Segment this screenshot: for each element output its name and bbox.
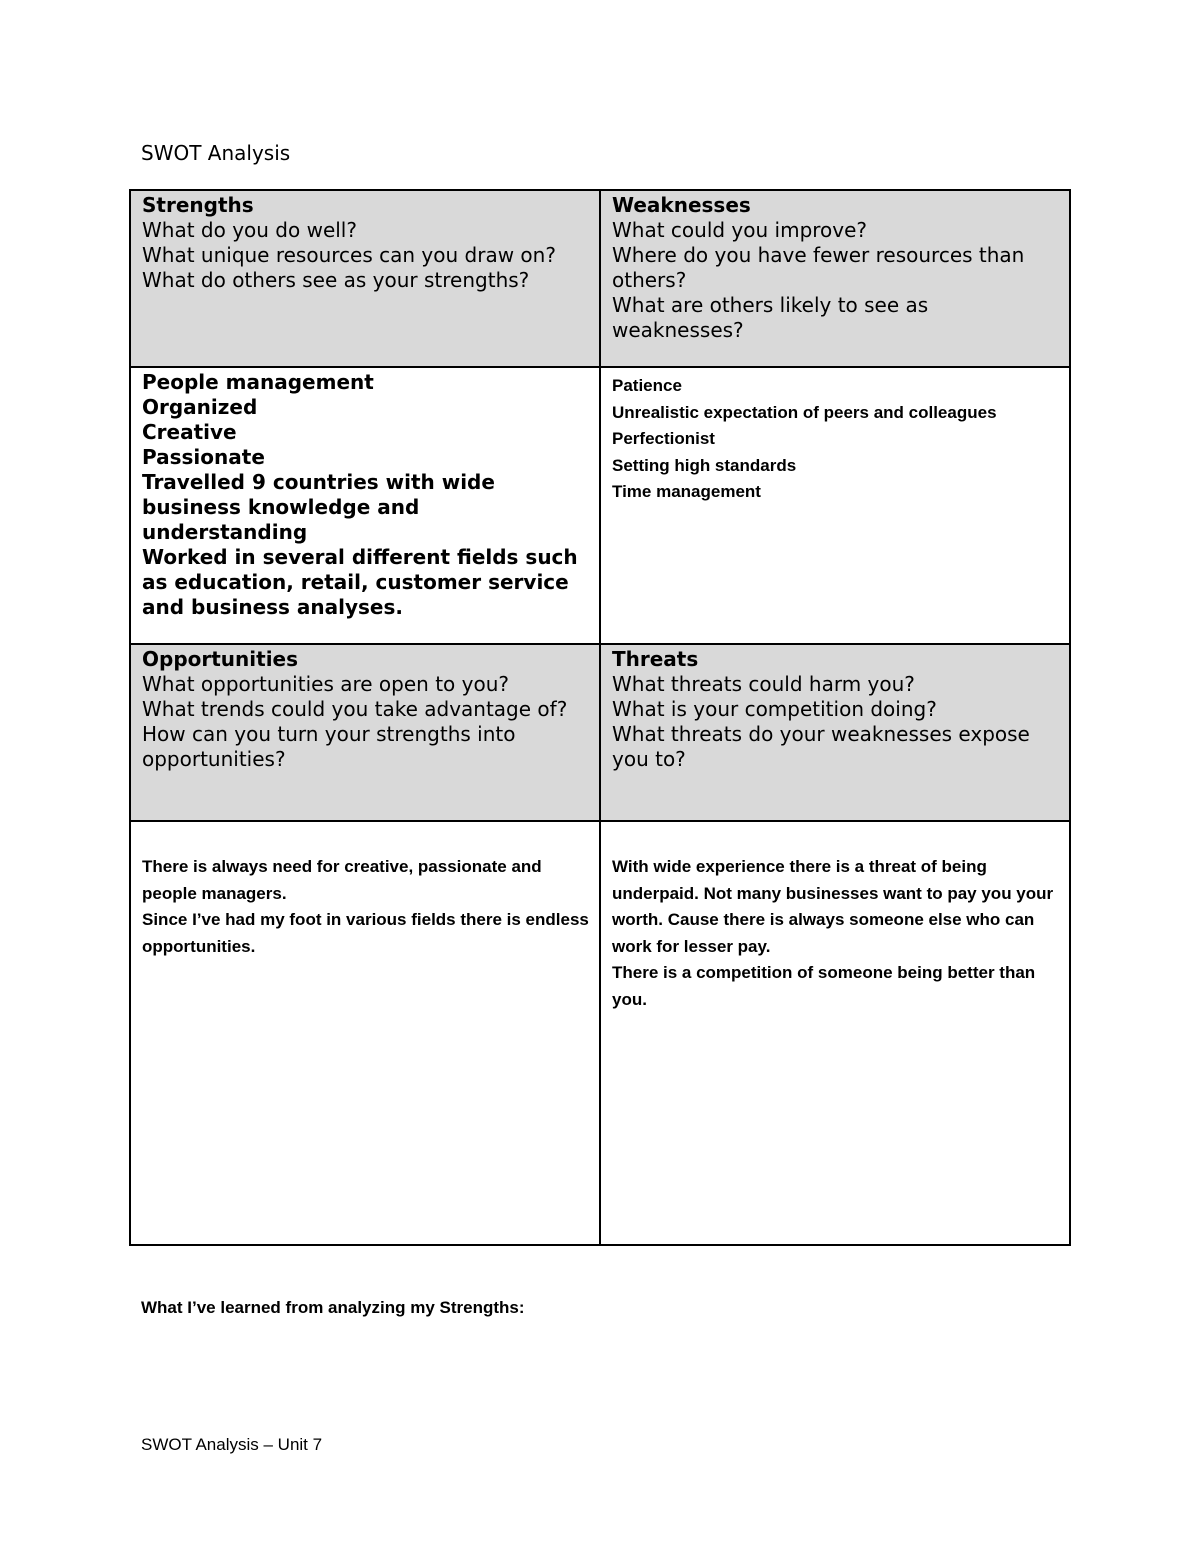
strengths-answer: Organized [142, 395, 258, 419]
opportunities-prompt: How can you turn your strengths into opportunities? [142, 722, 516, 771]
weaknesses-prompt: Where do you have fewer resources than others? [612, 243, 1025, 292]
strengths-prompt: What do you do well? [142, 218, 357, 242]
opportunities-heading: Opportunities [142, 647, 299, 671]
strengths-answer: Passionate [142, 445, 265, 469]
strengths-answer: People management [142, 370, 374, 394]
threats-answer: There is a competition of someone being better than you. [612, 963, 1036, 1009]
strengths-prompt: What do others see as your strengths? [142, 268, 530, 292]
strengths-answer: Travelled 9 countries with wide business knowledge and understanding [142, 470, 495, 544]
weaknesses-prompt: What are others likely to see as weaknesses? [612, 293, 929, 342]
weaknesses-prompt-cell [600, 190, 1070, 367]
opportunities-prompt: What trends could you take advantage of? [142, 697, 568, 721]
strengths-prompt: What unique resources can you draw on? [142, 243, 556, 267]
opportunities-answer: There is always need for creative, passionate and people managers. [142, 857, 542, 903]
page-footer: SWOT Analysis – Unit 7 [141, 1435, 323, 1454]
strengths-reflection-label: What I’ve learned from analyzing my Strengths: [141, 1298, 525, 1317]
swot-table [129, 189, 1071, 1246]
threats-prompt: What threats do your weaknesses expose you to? [612, 722, 1030, 771]
weaknesses-answer-cell[interactable] [600, 367, 1070, 644]
threats-answer-cell[interactable] [600, 821, 1070, 1245]
opportunities-prompt-cell [130, 644, 600, 821]
strengths-answer: Creative [142, 420, 237, 444]
strengths-prompt-cell [130, 190, 600, 367]
threats-heading: Threats [612, 647, 699, 671]
weaknesses-heading: Weaknesses [612, 193, 751, 217]
opportunities-answer-cell[interactable] [130, 821, 600, 1245]
opportunities-answer: Since I’ve had my foot in various fields there is endless opportunities. [142, 910, 589, 956]
weaknesses-answer: Patience [612, 376, 682, 395]
strengths-answer: Worked in several different fields such as education, retail, customer service and business analyses. [142, 545, 578, 619]
document-title: SWOT Analysis [141, 141, 291, 165]
swot-answer-row-bottom [130, 821, 1070, 1245]
threats-prompt: What is your competition doing? [612, 697, 937, 721]
threats-answer: With wide experience there is a threat of being underpaid. Not many businesses want to pay you your worth. Cause there is always someone else who can work for lesser pay. [612, 857, 1054, 956]
threats-prompt: What threats could harm you? [612, 672, 915, 696]
swot-answer-row-top [130, 367, 1070, 644]
strengths-answer-cell[interactable] [130, 367, 600, 644]
weaknesses-prompt: What could you improve? [612, 218, 868, 242]
strengths-heading: Strengths [142, 193, 254, 217]
threats-prompt-cell [600, 644, 1070, 821]
weaknesses-answer: Setting high standards [612, 455, 797, 475]
opportunities-prompt: What opportunities are open to you? [142, 672, 509, 696]
swot-header-row-top [130, 190, 1070, 367]
weaknesses-answer: Unrealistic expectation of peers and colleagues [612, 402, 997, 422]
weaknesses-answer: Perfectionist [612, 429, 715, 448]
weaknesses-answer: Time management [612, 482, 761, 501]
swot-header-row-bottom [130, 644, 1070, 821]
